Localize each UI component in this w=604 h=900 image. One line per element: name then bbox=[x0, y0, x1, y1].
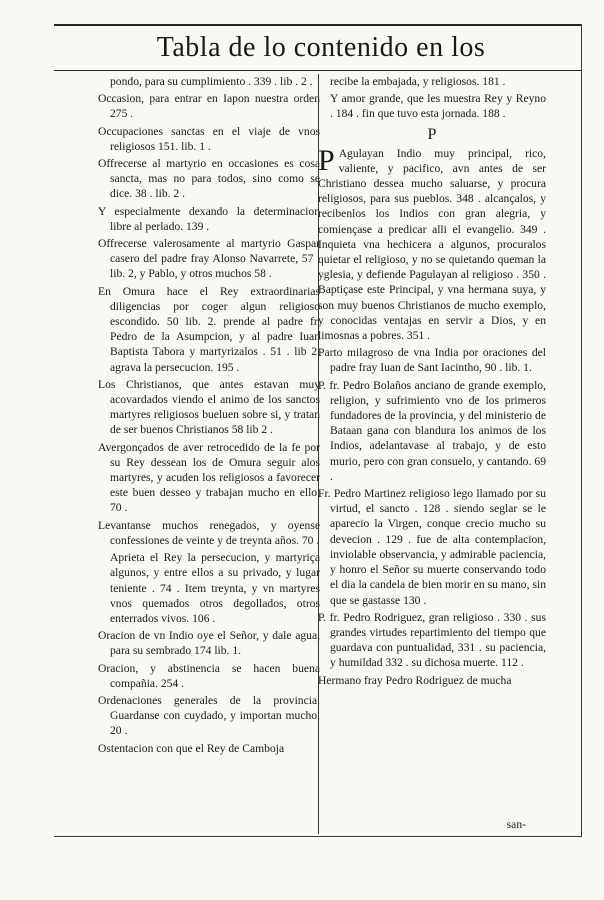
drop-cap: P bbox=[318, 143, 335, 177]
index-entry bbox=[98, 661, 320, 691]
section-letter: P bbox=[427, 125, 437, 143]
entry-text: Hermano fray Pedro Rodriguez de mucha bbox=[318, 673, 512, 687]
index-entry bbox=[318, 143, 546, 344]
index-entry bbox=[318, 345, 546, 375]
index-entry bbox=[98, 518, 320, 548]
entry-text: Los Christianos, que antes estavan muy acovardados viendo el animo de los sanctos martyres religiosos bueluen sobre si, y tratan de ser buenos Christianos 58 lib 2 . bbox=[98, 377, 320, 437]
entry-text: Agulayan Indio muy principal, rico, valiente, y pacifico, avn antes de ser Christiano dessea mucho saluarse, y procura religiosos, para sus pueblos. 348 . alcançalos, y recibenlos los Indios con gran alegria, y comiençase a predicar alli el evangelio. 349 . Inquieta vna hechicera a algunos, procuralos quietar el religioso, y no se quietando queman la yglesia, y defiende Pagulayan al religioso . 350 . Baptiçase este Principal, y vna hermana suya, y son muy buenos Christianos de mucho exemplo, y conocidas ventajas en servir a Dios, y en limosnas a pobres. 351 . bbox=[318, 146, 546, 343]
entry-text: Aprieta el Rey la persecucion, y martyriça algunos, y entre ellos a su privado, y lugar teniente . 74 . Item treynta, y vn martyres vnos quemados otros degollados, otros enterrados vivos. 106 . bbox=[110, 551, 320, 625]
right-column bbox=[318, 74, 546, 690]
entry-text: Offrecerse al martyrio en occasiones es cosa sancta, mas no para todos, sino como se dice. 38 . lib. 2 . bbox=[98, 157, 320, 201]
index-entry bbox=[98, 628, 320, 658]
index-entry bbox=[98, 377, 320, 438]
entry-text: pondo, para su cumplimiento . 339 . lib . 2 . bbox=[110, 75, 313, 88]
entry-text: Ostentacion con que el Rey de Camboja bbox=[98, 741, 285, 755]
entry-text: Fr. Pedro Martinez religioso lego llamado por su virtud, el sancto . 128 . siendo seglar se le aparecio la Virgen, conque crecio mucho su devecion . 129 . fue de alta contemplacion, inviolable observancia, y admirable paciencia, y honro el Señor su muerte conservando todo el dia la candela de bien morir en su mano, sin que se gastasse 130 . bbox=[318, 487, 546, 607]
entry-text: recibe la embajada, y religiosos. 181 . bbox=[330, 75, 506, 88]
entry-text: P. fr. Pedro Rodriguez, gran religioso . 330 . sus grandes virtudes repartimiento del tiempo que guardava con puntualidad, 331 . su paciencia, y humildad 332 . su dichosa muerte. 112 . bbox=[318, 610, 546, 670]
index-entry bbox=[98, 91, 320, 121]
index-entry bbox=[318, 91, 546, 121]
index-entry bbox=[318, 673, 546, 688]
header-rule bbox=[54, 70, 582, 71]
entry-text: Ordenaciones generales de la provincia. Guardanse con cuydado, y importan mucho. 20 . bbox=[98, 693, 320, 738]
entry-text: Y especialmente dexando la determinacion libre al perlado. 139 . bbox=[98, 204, 320, 233]
index-entry bbox=[98, 124, 320, 154]
index-entry bbox=[98, 236, 320, 282]
entry-text: Avergonçados de aver retrocedido de la fe por su Rey dessean los de Omura seguir alos martyres, y acuden los religiosos a favorecer este buen desseo y trabajan mucho en ello. 70 . bbox=[98, 440, 320, 515]
index-entry bbox=[318, 74, 546, 89]
entry-text: En Omura hace el Rey extraordinarias diligencias por coger algun religioso escondido. 50 lib. 2. prende al padre fr. Pedro de la Asumpcion, y al padre Iuan Baptista Tabora y martyrizalos . 51 . lib 2. agrava la persecucion. 195 . bbox=[98, 284, 320, 374]
index-entry bbox=[98, 693, 320, 739]
entry-text: Oracion de vn Indio oye el Señor, y dale agua, para su sembrado 174 lib. 1. bbox=[98, 629, 320, 658]
entry-text: Oracion, y abstinencia se hacen buena compañia. 254 . bbox=[98, 661, 320, 690]
index-entry bbox=[318, 486, 546, 608]
index-entry bbox=[98, 74, 320, 89]
index-entry bbox=[98, 440, 320, 516]
entry-text: Levantanse muchos renegados, y oyense confessiones de veinte y de treynta años. 70 . bbox=[98, 518, 320, 547]
entry-text: Occupaciones sanctas en el viaje de vnos religiosos 151. lib. 1 . bbox=[98, 124, 320, 153]
catchword: san- bbox=[506, 818, 526, 831]
entry-text: Y amor grande, que les muestra Rey y Reyno . 184 . fin que tuvo esta jornada. 188 . bbox=[330, 92, 546, 121]
index-entry bbox=[318, 610, 546, 671]
index-entry bbox=[98, 156, 320, 202]
left-column bbox=[98, 74, 320, 758]
running-header: Tabla de lo contenido en los bbox=[156, 32, 486, 63]
entry-text: Parto milagroso de vna India por oraciones del padre fray Iuan de Sant Iacintho, 90 . lib. 1. bbox=[318, 346, 546, 375]
bottom-rule bbox=[54, 836, 582, 837]
entry-text: Offrecerse valerosamente al martyrio Gaspar casero del padre fray Alonso Navarrete, 57 . lib. 2, y Pablo, y otros muchos 58 . bbox=[98, 237, 320, 281]
index-entry bbox=[98, 550, 320, 626]
index-entry bbox=[98, 204, 320, 234]
right-frame-line bbox=[581, 24, 582, 836]
index-entry bbox=[98, 741, 320, 756]
entry-text: P. fr. Pedro Bolaños anciano de grande exemplo, religion, y sufrimiento vno de los primeros fundadores de la provincia, y del ministerio de Bataan gana con blandura los animos de los Indios, adelantavase al trabajo, y de esto murio, pero con gran consuelo, y cantando. 69 . bbox=[318, 378, 546, 483]
index-entry bbox=[318, 378, 546, 484]
entry-text: Occasion, para entrar en Iapon nuestra orden 275 . bbox=[98, 92, 320, 121]
index-entry bbox=[98, 284, 320, 375]
